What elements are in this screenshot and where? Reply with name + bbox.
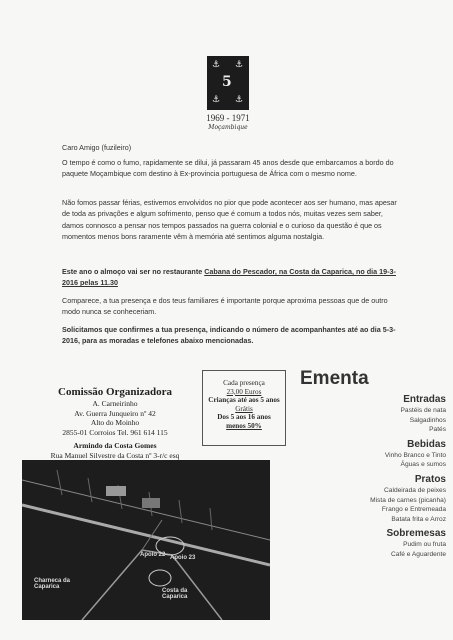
- anchor-icon: ⚓: [212, 95, 221, 105]
- anchor-icon: ⚓: [235, 60, 244, 70]
- menu-item: Batata frita e Arroz: [391, 515, 446, 523]
- paragraph-5: Solicitamos que confirmes a tua presença, indicando o número de acompanhantes até ao dia 5-3-2016, para as moradas e telefones abaixo mencionadas.: [62, 325, 396, 346]
- emblem-place: Moçambique: [208, 124, 248, 131]
- person2-address: Rua Manuel Silvestre da Costa nº 3-r/c esq: [50, 450, 180, 460]
- unit-emblem: [207, 56, 249, 110]
- committee-heading: Comissão Organizadora: [58, 386, 172, 398]
- label-costa: Costa da Caparica: [162, 588, 188, 600]
- menu-section-bebidas: Bebidas: [407, 438, 446, 450]
- youth-label: Dos 5 aos 16 anos: [217, 413, 271, 422]
- anchor-icon: ⚓: [235, 95, 244, 105]
- label-charneca: Charneca da Caparica: [34, 578, 71, 590]
- access-road: [82, 550, 222, 620]
- menu-item: Águas e sumos: [400, 461, 446, 469]
- person2-name: Armindo da Costa Gomes: [73, 441, 157, 451]
- restaurant-marker: [106, 486, 126, 496]
- menu-item: Vinho Branco e Tinto: [384, 451, 446, 459]
- person1-address: Av. Guerra Junqueiro nº 42: [74, 408, 156, 418]
- menu-section-sobremesas: Sobremesas: [386, 528, 446, 540]
- paragraph-4: Comparece, a tua presença e dos teus familiares é importante porque aproxima pessoas que de outro modo nunca se conheceriam.: [62, 296, 388, 317]
- location-circle: [149, 570, 171, 586]
- location-map: [22, 460, 270, 620]
- menu-item: Salgadinhos: [409, 416, 446, 424]
- youth-discount: menos 50%: [226, 421, 262, 430]
- menu-item: Café e Aguardente: [391, 550, 446, 558]
- menu-item: Frango e Entremeada: [381, 506, 446, 514]
- paragraph-2: Não fomos passar férias, estivemos envolvidos no pior que pode acontecer aos ser humano, mas apesar de toda as privações e algum sofrimento, penso que é comum a todos nós, muitas vezes sem saber, damos connosco a pensar nos tempos passados na guerra colonial e o curioso da questão é que os momentos menos bons raramente vêm à memória até sentimos alguma nostalgia.: [62, 198, 397, 242]
- paragraph-3: [62, 266, 402, 289]
- paragraph-3-intro: Este ano o almoço vai ser no restaurante: [62, 267, 205, 276]
- price-amount: 23,00 Euros: [226, 387, 262, 396]
- menu-item: Patés: [429, 426, 446, 434]
- menu-item: Caldeirada de peixes: [384, 486, 446, 494]
- menu-item: Pastéis de nata: [400, 407, 446, 414]
- label-apoio23: Apoio 23: [170, 555, 196, 561]
- menu-section-pratos: Pratos: [414, 473, 446, 485]
- person1-contact: 2855-01 Corroios Tel. 961 614 115: [62, 427, 168, 437]
- greeting: Caro Amigo (fuzileiro): [62, 143, 132, 152]
- menu-section-entradas: Entradas: [403, 394, 446, 405]
- organizing-committee: [30, 386, 200, 470]
- emblem-number: 5: [222, 74, 232, 90]
- paragraph-1: O tempo é como o fumo, rapidamente se dilui, já passaram 45 anos desde que embarcamos a bordo do paquete Moçambique com destino à Ex-provincia portuguesa de África com o mesmo nome.: [62, 158, 394, 179]
- price-box: [202, 370, 286, 446]
- children-free: Grátis: [235, 404, 253, 413]
- person1-area: Alto do Moinho: [90, 418, 140, 428]
- emblem-years: 1969 - 1971: [206, 113, 250, 123]
- menu-item: Pudim ou fruta: [403, 541, 446, 549]
- children-label: Crianças até aos 5 anos: [208, 396, 280, 405]
- anchor-icon: ⚓: [212, 60, 221, 70]
- map-graphic: [22, 460, 270, 620]
- person1-name: A. Carneirinho: [92, 399, 138, 408]
- menu: [300, 368, 446, 560]
- restaurant-date: Cabana do Pescador, na Costa da Caparica, no dia 19-3-2016 pelas 11.30: [62, 267, 396, 288]
- poi-marker: [142, 498, 160, 508]
- menu-title: Ementa: [300, 368, 369, 389]
- menu-item: Mista de carnes (picanha): [370, 496, 446, 504]
- beach-streets: [57, 470, 212, 530]
- label-apoio22: Apoio 22: [140, 552, 166, 558]
- price-label: Cada presença: [223, 379, 265, 387]
- coast-road: [22, 480, 270, 540]
